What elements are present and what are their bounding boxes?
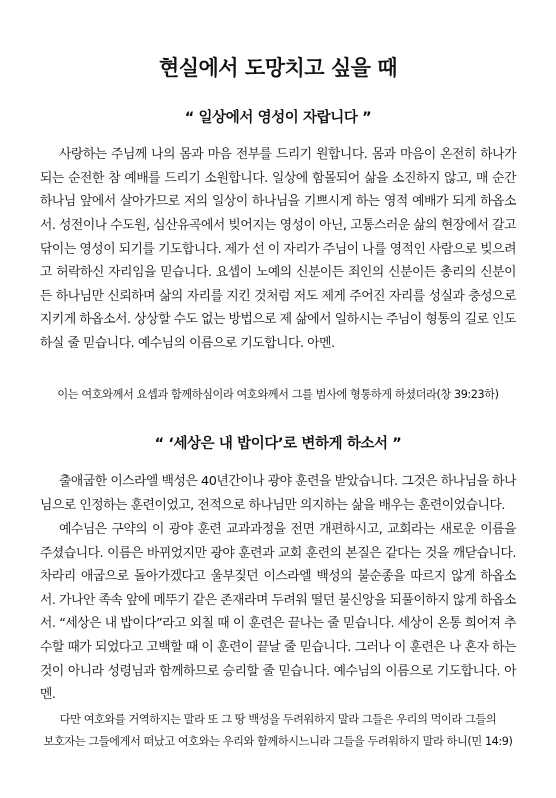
- section-1-paragraph-1: 사랑하는 주님께 나의 몸과 마음 전부를 드리기 원합니다. 몸과 마음이 온전히 하나가 되는 순전한 참 예배를 드리기 소원합니다. 일상에 함몰되어 삶을 소진하지 않고, 매 순간 하나님 앞에서 살아가므로 저의 일상이 하나님을 기쁘시게 하는 영적 예배가 되게 하옵소서.: [40, 147, 516, 233]
- section-1-paragraph-2: 성전이나 수도원, 심산유곡에서 빚어지는 영성이 아닌, 고통스러운 삶의 현장에서 갈고 닦이는 영성이 되기를 기도합니다. 제가 선 이 자리가 주님이 나를 영적인 사람으로 빚으려고 허락하신 자리임을 믿습니다. 요셉이 노예의 신분이든 죄인의 신분이든 총리의 신분이든 하나님만 신뢰하며 삶의 자리를 지킨 것처럼 저도 제게 주어진 자리를 성실과 충성으로 지키게 하옵소서. 상상할 수도 없는 방법으로 제 삶에서 일하시는 주님이 형통의 길로 인도하실 줄 믿습니다. 예수님의 이름으로 기도합니다. 아멘.: [40, 218, 516, 351]
- section-2-paragraph-1: 출애굽한 이스라엘 백성은 40년간이나 광야 훈련을 받았습니다. 그것은 하나님을 하나님으로 인정하는 훈련이었고, 전적으로 하나님만 의지하는 삶을 배우는 훈련이었습니다.: [40, 474, 516, 513]
- section-2-verse: [0, 709, 556, 753]
- section-2-verse-line-2: 보호자는 그들에게서 떠났고 여호와는 우리와 함께하시느니라 그들을 두려워하지 말라 하니(민 14:9): [43, 735, 513, 748]
- section-2-paragraph-2: 예수님은 구약의 이 광야 훈련 교과과정을 전면 개편하시고, 교회라는 새로운 이름을 주셨습니다. 이름은 바뀌었지만 광야 훈련과 교회 훈련의 본질은 같다는 것을 깨닫습니다. 차라리 애굽으로 돌아가겠다고 울부짖던 이스라엘 백성의 불순종을 따르지 않게 하옵소서. 가나안 족속 앞에 메뚜기 같은 존재라며 두려워 떨던 불신앙을 되풀이하지 않게 하옵소서. “세상은 내 밥이다”라고 외칠 때 이 훈련은 끝나는 줄 믿습니다. 세상이 온통 희어져 추수할 때가 되었다고 고백할 때 이 훈련이 끝날 줄 믿습니다. 그러나 이 훈련은 나 혼자 하는 것이 아니라 성령님과 함께하므로 승리할 줄 믿습니다. 예수님의 이름으로 기도합니다. 아멘.: [40, 522, 516, 703]
- section-1-heading: “ 일상에서 영성이 자랍니다 ”: [184, 110, 372, 126]
- section-2-heading: “ ‘세상은 내 밥이다’로 변하게 하소서 ”: [154, 436, 402, 452]
- section-1-verse: 이는 여호와께서 요셉과 함께하심이라 여호와께서 그를 범사에 형통하게 하셨더라(창 39:23하): [57, 388, 499, 401]
- section-2-verse-line-1: 다만 여호와를 거역하지는 말라 또 그 땅 백성을 두려워하지 말라 그들은 우리의 먹이라 그들의: [59, 713, 497, 726]
- page-title: 현실에서 도망치고 싶을 때: [158, 56, 398, 80]
